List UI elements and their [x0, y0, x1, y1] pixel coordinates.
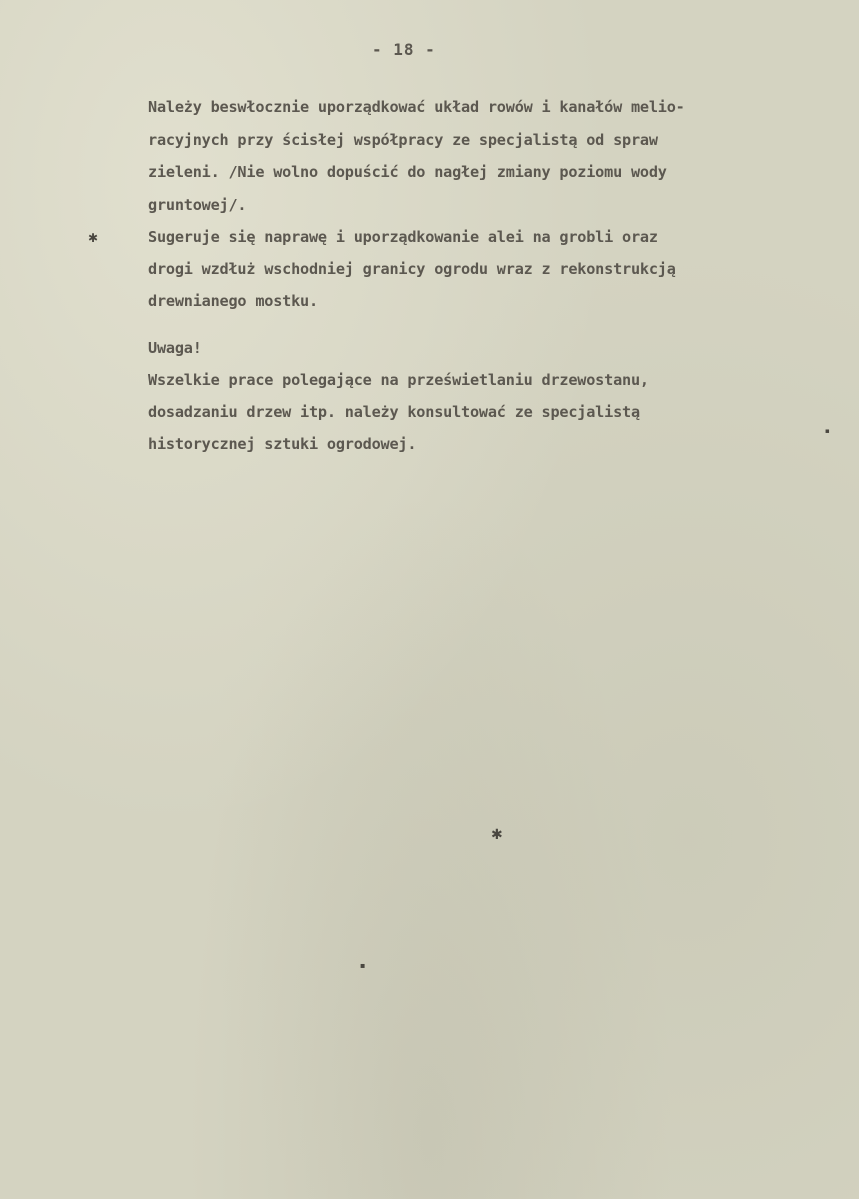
paragraph-2-line-1: Sugeruje się naprawę i uporządkowanie alei na grobli oraz: [148, 228, 658, 246]
paragraph-2-line-3: drewnianego mostku.: [148, 292, 318, 310]
paragraph-3-line-2: dosadzaniu drzew itp. należy konsultować ze specjalistą: [148, 403, 640, 421]
paragraph-1-line-4: gruntowej/.: [148, 196, 247, 214]
paragraph-2-line-2: drogi wzdłuż wschodniej granicy ogrodu wraz z rekonstrukcją: [148, 260, 676, 278]
paragraph-3-line-3: historycznej sztuki ogrodowej.: [148, 435, 417, 453]
ink-speck: ▪: [825, 427, 830, 435]
paragraph-1-line-2: racyjnych przy ścisłej współpracy ze specjalistą od spraw: [148, 131, 658, 149]
paragraph-3-line-1: Wszelkie prace polegające na prześwietlaniu drzewostanu,: [148, 371, 649, 389]
ink-speck: ▪: [360, 961, 366, 970]
note-heading: Uwaga!: [148, 339, 202, 357]
paragraph-1-line-1: Należy beswłocznie uporządkować układ rowów i kanałów melio-: [148, 98, 685, 116]
paragraph-1-line-3: zieleni. /Nie wolno dopuścić do nagłej zmiany poziomu wody: [148, 163, 667, 181]
page-number: - 18 -: [372, 40, 436, 59]
ink-speck: ✱: [491, 827, 503, 843]
ink-speck: ✱: [88, 231, 99, 245]
